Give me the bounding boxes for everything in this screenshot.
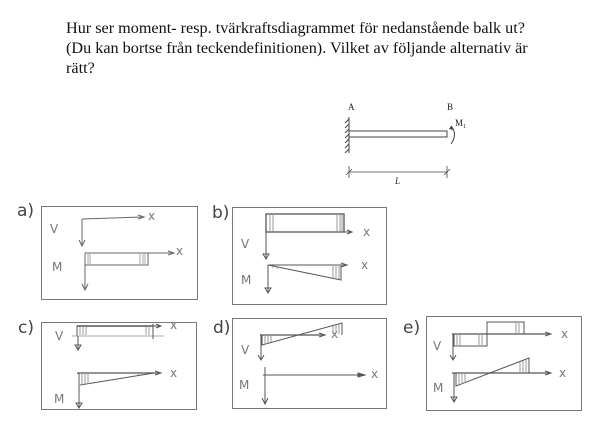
- shear-label: V: [433, 339, 442, 353]
- option-e-diagram: [427, 317, 581, 410]
- moment-axis-label: M: [433, 381, 444, 395]
- length-label: L: [395, 176, 401, 186]
- option-c-diagram: [42, 323, 196, 409]
- option-a-label: a): [17, 201, 35, 221]
- option-a-box[interactable]: [41, 206, 198, 300]
- option-d-label: d): [213, 318, 231, 338]
- option-d-diagram: [233, 319, 386, 408]
- fixed-support-icon: [345, 117, 349, 153]
- option-b-label: b): [212, 203, 230, 223]
- shear-label: V: [241, 237, 250, 251]
- question-line-3: rätt?: [66, 59, 95, 77]
- axis-x-label: x: [148, 209, 156, 223]
- moment-axis-label: M: [52, 260, 63, 274]
- moment-axis-label: M: [239, 378, 250, 392]
- shear-label: V: [241, 343, 250, 357]
- axis-x-label: x: [170, 366, 178, 380]
- question-line-2: (Du kan bortse från teckendefinitionen). Vilket av följande alternativ är: [66, 39, 528, 57]
- option-c-box[interactable]: [41, 322, 197, 410]
- moment-axis-label: M: [241, 273, 252, 287]
- option-c-label: c): [18, 318, 34, 338]
- beam-body: [349, 131, 447, 137]
- axis-x-label: x: [559, 366, 567, 380]
- shear-label: V: [55, 329, 64, 343]
- cantilever-beam-figure: [335, 98, 475, 193]
- moment-label: $M_1$: [455, 118, 467, 130]
- option-d-box[interactable]: [232, 318, 387, 409]
- axis-x-label: x: [371, 367, 379, 381]
- option-e-label: e): [403, 318, 421, 338]
- axis-x-label: x: [361, 258, 369, 272]
- label-a: A: [348, 102, 355, 112]
- option-b-diagram: [233, 208, 386, 304]
- question-text: [66, 18, 596, 78]
- option-b-box[interactable]: [232, 207, 387, 305]
- option-e-box[interactable]: [426, 316, 582, 411]
- label-b: B: [447, 102, 454, 112]
- axis-x-label: x: [170, 323, 178, 332]
- shear-label: V: [50, 222, 59, 236]
- axis-x-label: x: [561, 327, 569, 341]
- moment-axis-label: M: [54, 392, 65, 406]
- option-a-diagram: [42, 207, 197, 299]
- question-line-1: Hur ser moment- resp. tvärkraftsdiagrammet för nedanstående balk ut?: [66, 19, 525, 37]
- axis-x-label: x: [331, 327, 339, 341]
- axis-x-label: x: [363, 225, 371, 239]
- axis-x-label: x: [176, 244, 184, 258]
